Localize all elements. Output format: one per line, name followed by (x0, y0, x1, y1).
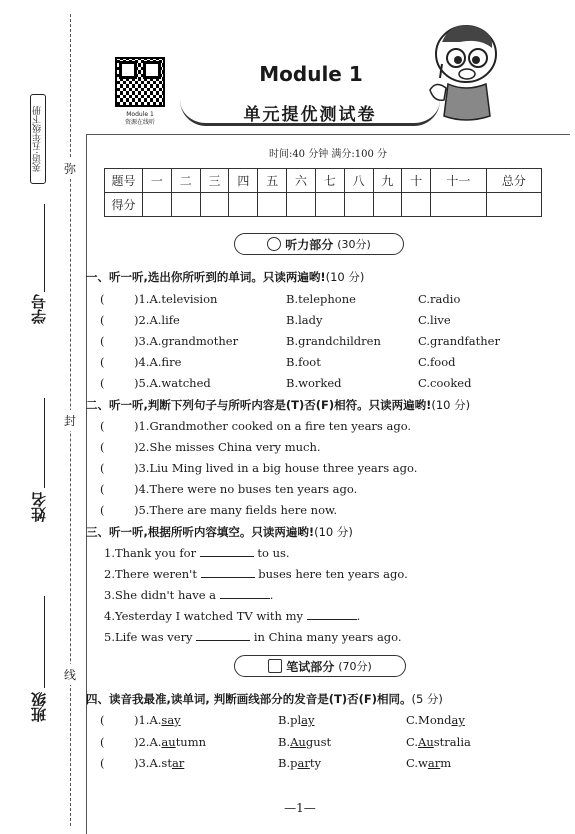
q4-option-a: )3.A.star (134, 756, 185, 770)
score-cell: 七 (315, 169, 344, 193)
q3-item (104, 546, 290, 560)
q3-text: 2.There weren't (104, 567, 201, 581)
score-cell: 六 (287, 169, 316, 193)
score-input-cell[interactable] (258, 193, 287, 217)
q3-text: to us. (253, 546, 290, 560)
q4-option-c: C.Australia (406, 735, 471, 749)
q1-option-b: B.foot (286, 355, 321, 369)
q4-title: 四、读音我最准,读单词, 判断画线部分的发音是(T)否(F)相同。 (86, 692, 412, 706)
score-cell: 总分 (486, 169, 541, 193)
qr-caption-line-2: 资源在线听 (124, 119, 155, 126)
q1-option-a: )4.A.fire (134, 355, 182, 369)
q1-option-b: B.telephone (286, 292, 356, 306)
answer-paren[interactable]: ( (100, 756, 105, 770)
name-label: 姓名 (30, 492, 48, 522)
q1-option-b: B.grandchildren (286, 334, 381, 348)
q1-title: 一、听一听,选出你所听到的单词。只读两遍哟! (86, 270, 326, 284)
score-cell: 得分 (105, 193, 143, 217)
score-table (104, 168, 542, 217)
qr-caption (108, 111, 172, 127)
content-frame-left (86, 134, 87, 834)
q3-text: . (269, 588, 274, 602)
score-cell: 十 (402, 169, 431, 193)
q4-option-c: C.warm (406, 756, 452, 770)
score-cell: 题号 (105, 169, 143, 193)
score-cell: 一 (143, 169, 172, 193)
q2-title: 二、听一听,判断下列句子与所听内容是(T)否(F)相符。只读两遍哟! (86, 398, 432, 412)
q4-option-c: C.Monday (406, 713, 465, 727)
q2-statement: )3.Liu Ming lived in a big house three years ago. (134, 461, 418, 475)
fill-blank[interactable] (200, 556, 254, 557)
score-input-cell[interactable] (171, 193, 200, 217)
q1-option-a: )3.A.grandmother (134, 334, 239, 348)
answer-paren[interactable]: ( (100, 713, 105, 727)
fill-blank[interactable] (307, 619, 357, 620)
q2-heading (86, 397, 470, 413)
answer-paren[interactable]: ( (100, 419, 105, 433)
q3-text: 1.Thank you for (104, 546, 200, 560)
score-table-header-row (105, 169, 542, 193)
writing-section-points: (70分) (338, 660, 372, 673)
q3-text: . (356, 609, 361, 623)
q3-heading (86, 524, 353, 540)
q3-title: 三、听一听,根据所听内容填空。只读两遍哟! (86, 525, 315, 539)
q3-text: in China many years ago. (250, 630, 402, 644)
q4-option-a: )2.A.autumn (134, 735, 207, 749)
q3-text: buses here ten years ago. (254, 567, 408, 581)
q1-option-c: C.live (418, 313, 451, 327)
q4-option-b: B.party (278, 756, 321, 770)
q1-option-a: )2.A.life (134, 313, 180, 327)
q3-item (104, 588, 273, 602)
score-table-score-row (105, 193, 542, 217)
score-input-cell[interactable] (229, 193, 258, 217)
qr-code-icon[interactable] (115, 57, 165, 107)
listening-section-banner (234, 233, 404, 255)
student-id-blank[interactable] (44, 204, 45, 292)
q3-item (104, 609, 360, 623)
score-cell: 八 (344, 169, 373, 193)
q1-option-a: )1.A.television (134, 292, 218, 306)
mascot-character-icon (420, 20, 510, 130)
score-cell: 四 (229, 169, 258, 193)
score-cell: 十一 (431, 169, 486, 193)
score-input-cell[interactable] (486, 193, 541, 217)
q1-option-a: )5.A.watched (134, 376, 211, 390)
q3-item (104, 567, 408, 581)
answer-paren[interactable]: ( (100, 440, 105, 454)
q1-option-c: C.grandfather (418, 334, 500, 348)
answer-paren[interactable]: ( (100, 292, 105, 306)
score-cell: 九 (373, 169, 402, 193)
score-input-cell[interactable] (373, 193, 402, 217)
answer-paren[interactable]: ( (100, 503, 105, 517)
q1-option-c: C.radio (418, 292, 461, 306)
q1-option-b: B.lady (286, 313, 323, 327)
binding-char-3: 线 (64, 664, 76, 685)
q1-option-c: C.cooked (418, 376, 472, 390)
name-blank[interactable] (44, 398, 45, 488)
score-cell: 五 (258, 169, 287, 193)
q2-statement: )4.There were no buses ten years ago. (134, 482, 358, 496)
q2-statement: )5.There are many fields here now. (134, 503, 338, 517)
q1-points: (10 分) (325, 270, 365, 284)
answer-paren[interactable]: ( (100, 461, 105, 475)
q1-option-b: B.worked (286, 376, 342, 390)
answer-paren[interactable]: ( (100, 355, 105, 369)
binding-char-1: 弥 (64, 158, 76, 179)
q2-statement: )1.Grandmother cooked on a fire ten years ago. (134, 419, 412, 433)
listening-section-label: 听力部分 (285, 237, 334, 252)
answer-paren[interactable]: ( (100, 376, 105, 390)
listening-section-points: (30分) (337, 238, 371, 251)
q3-item (104, 630, 402, 644)
answer-paren[interactable]: ( (100, 313, 105, 327)
q3-text: 5.Life was very (104, 630, 197, 644)
series-tab: 英语·五年级下册 (30, 94, 46, 184)
q4-option-b: B.August (278, 735, 332, 749)
q2-statement: )2.She misses China very much. (134, 440, 321, 454)
score-cell: 二 (171, 169, 200, 193)
time-info: 时间:40 分钟 满分:100 分 (268, 149, 388, 160)
score-input-cell[interactable] (402, 193, 431, 217)
fill-blank[interactable] (201, 577, 255, 578)
q3-points: (10 分) (314, 525, 353, 539)
score-input-cell[interactable] (200, 193, 229, 217)
class-blank[interactable] (44, 596, 45, 688)
headphones-icon (267, 237, 281, 251)
q4-heading (86, 691, 443, 707)
class-label: 班级 (30, 692, 48, 722)
writing-section-banner (234, 655, 406, 677)
binding-char-2: 封 (64, 410, 76, 431)
page-number: —1— (284, 801, 316, 815)
q1-option-c: C.food (418, 355, 456, 369)
q4-option-a: )1.A.say (134, 713, 181, 727)
score-cell: 三 (200, 169, 229, 193)
module-title: Module 1 (259, 62, 363, 86)
fill-blank[interactable] (220, 598, 270, 599)
books-icon (268, 659, 282, 673)
student-id-label: 学号 (30, 294, 48, 324)
score-input-cell[interactable] (344, 193, 373, 217)
fill-blank[interactable] (196, 640, 250, 641)
qr-caption-line-1: Module 1 (126, 111, 154, 118)
score-input-cell[interactable] (143, 193, 172, 217)
q2-points: (10 分) (431, 398, 471, 412)
writing-section-label: 笔试部分 (286, 659, 335, 674)
content-frame-top (86, 134, 570, 135)
score-input-cell[interactable] (431, 193, 486, 217)
score-input-cell[interactable] (315, 193, 344, 217)
q4-option-b: B.play (278, 713, 315, 727)
answer-paren[interactable]: ( (100, 482, 105, 496)
q3-text: 4.Yesterday I watched TV with my (104, 609, 307, 623)
q4-points: (5 分) (411, 692, 443, 706)
answer-paren[interactable]: ( (100, 334, 105, 348)
q1-heading (86, 269, 364, 285)
answer-paren[interactable]: ( (100, 735, 105, 749)
q3-text: 3.She didn't have a (104, 588, 220, 602)
unit-title: 单元提优测试卷 (243, 105, 377, 125)
score-input-cell[interactable] (287, 193, 316, 217)
